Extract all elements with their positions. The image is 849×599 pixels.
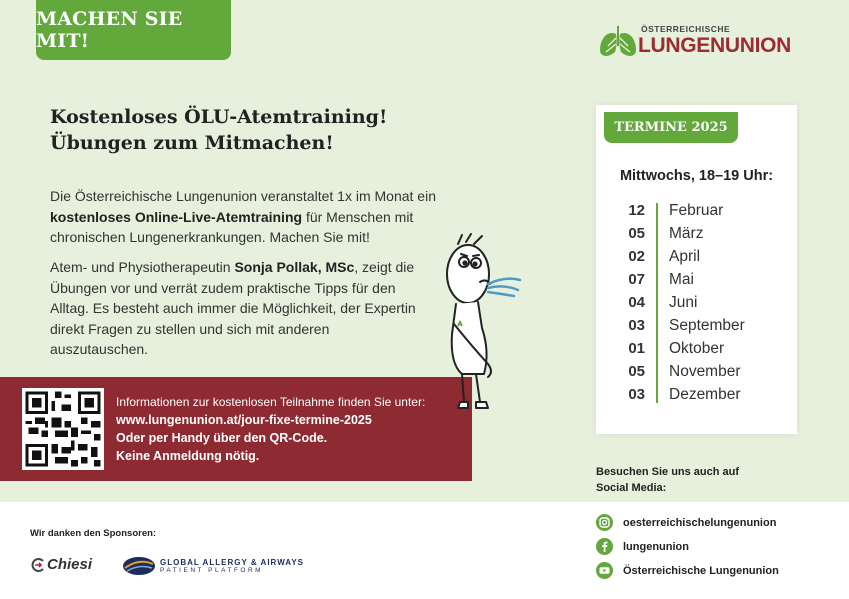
chiesi-logo bbox=[30, 556, 92, 573]
lung-leaves-icon bbox=[598, 24, 638, 60]
banner-label: MACHEN SIE MIT! bbox=[36, 8, 183, 52]
date-row bbox=[616, 199, 786, 222]
chiesi-mark-icon bbox=[30, 557, 46, 573]
info-text bbox=[116, 393, 425, 465]
trainer-text-end: , zeigt die Übungen vor und verrät zudem praktische Tipps für den Alltag. Es besteht auch immer die Möglichkeit, der Expertin direkt Fragen zu stellen und sich mit anderen auszutauschen. bbox=[50, 259, 416, 357]
date-row bbox=[616, 360, 786, 383]
gaapp-subtitle: PATIENT PLATFORM bbox=[160, 567, 264, 574]
chiesi-text: Chiesi bbox=[47, 556, 93, 573]
instagram-label: oesterreichischelungenunion bbox=[623, 516, 777, 529]
info-url-link[interactable]: www.lungenunion.at/jour-fixe-termine-2025 bbox=[116, 413, 372, 427]
date-month: Dezember bbox=[669, 385, 741, 403]
breathing-figure-illustration bbox=[428, 232, 528, 422]
date-day: 01 bbox=[628, 340, 645, 357]
headline-line2: Übungen zum Mitmachen! bbox=[50, 132, 334, 154]
gaapp-title: GLOBAL ALLERGY & AIRWAYS bbox=[160, 558, 305, 567]
date-row bbox=[616, 222, 786, 245]
date-month: Mai bbox=[669, 270, 694, 288]
trainer-name: Sonja Pollak, MSc bbox=[234, 259, 355, 275]
date-day: 07 bbox=[628, 271, 645, 288]
social-facebook-link[interactable] bbox=[596, 538, 689, 555]
date-month: Februar bbox=[669, 201, 724, 219]
date-divider-line bbox=[656, 203, 658, 403]
logo-subtitle: ÖSTERREICHISCHE bbox=[641, 24, 731, 34]
date-month: Oktober bbox=[669, 339, 725, 357]
gaapp-logo bbox=[122, 556, 304, 576]
date-row bbox=[616, 383, 786, 406]
social-youtube-link[interactable] bbox=[596, 562, 779, 579]
date-month: November bbox=[669, 362, 741, 380]
date-list bbox=[616, 199, 786, 406]
date-row bbox=[616, 245, 786, 268]
date-month: September bbox=[669, 316, 745, 334]
date-day: 12 bbox=[628, 202, 645, 219]
social-heading-line1: Besuchen Sie uns auch auf bbox=[596, 466, 740, 478]
intro-highlight: kostenloses Online-Live-Atemtraining bbox=[50, 208, 303, 225]
date-month: April bbox=[669, 247, 701, 265]
sponsors-heading: Wir danken den Sponsoren: bbox=[30, 528, 157, 539]
facebook-icon bbox=[596, 538, 613, 555]
social-heading-line2: Social Media: bbox=[596, 482, 667, 494]
date-row bbox=[616, 268, 786, 291]
headline bbox=[50, 104, 387, 156]
trainer-paragraph bbox=[50, 257, 430, 360]
youtube-label: Österreichische Lungenunion bbox=[623, 564, 779, 577]
intro-paragraph bbox=[50, 186, 450, 248]
date-row bbox=[616, 337, 786, 360]
date-day: 05 bbox=[628, 225, 645, 242]
qr-code[interactable] bbox=[22, 388, 104, 470]
date-day: 03 bbox=[628, 317, 645, 334]
date-day: 04 bbox=[628, 294, 645, 311]
date-row bbox=[616, 291, 786, 314]
schedule-subtitle: Mittwochs, 18–19 Uhr: bbox=[619, 168, 774, 184]
trainer-text-start: Atem- und Physiotherapeutin bbox=[50, 259, 235, 275]
info-line4: Keine Anmeldung nötig. bbox=[116, 449, 260, 463]
social-instagram-link[interactable] bbox=[596, 514, 776, 531]
date-month: Juni bbox=[669, 293, 698, 311]
youtube-icon bbox=[596, 562, 613, 579]
social-heading bbox=[596, 464, 739, 496]
lungenunion-logo bbox=[598, 22, 808, 62]
logo-title: LUNGENUNION bbox=[638, 34, 792, 57]
intro-text-end: für Menschen mit chronischen Lungenerkrankungen. Machen Sie mit! bbox=[50, 208, 414, 245]
date-day: 05 bbox=[628, 363, 645, 380]
headline-line1: Kostenloses ÖLU-Atemtraining! bbox=[50, 106, 388, 128]
date-day: 02 bbox=[628, 248, 645, 265]
schedule-tab-label: TERMINE 2025 bbox=[614, 120, 728, 135]
info-line3: Oder per Handy über den QR-Code. bbox=[116, 431, 328, 445]
schedule-tab bbox=[604, 112, 738, 143]
facebook-label: lungenunion bbox=[623, 540, 689, 553]
date-day: 03 bbox=[628, 386, 645, 403]
date-row bbox=[616, 314, 786, 337]
gaapp-globe-icon bbox=[122, 556, 156, 576]
intro-text-start: Die Österreichische Lungenunion veranstaltet 1x im Monat ein bbox=[50, 188, 436, 204]
banner bbox=[36, 0, 231, 60]
date-month: März bbox=[669, 224, 704, 242]
info-line1: Informationen zur kostenlosen Teilnahme finden Sie unter: bbox=[116, 395, 426, 409]
instagram-icon bbox=[596, 514, 613, 531]
